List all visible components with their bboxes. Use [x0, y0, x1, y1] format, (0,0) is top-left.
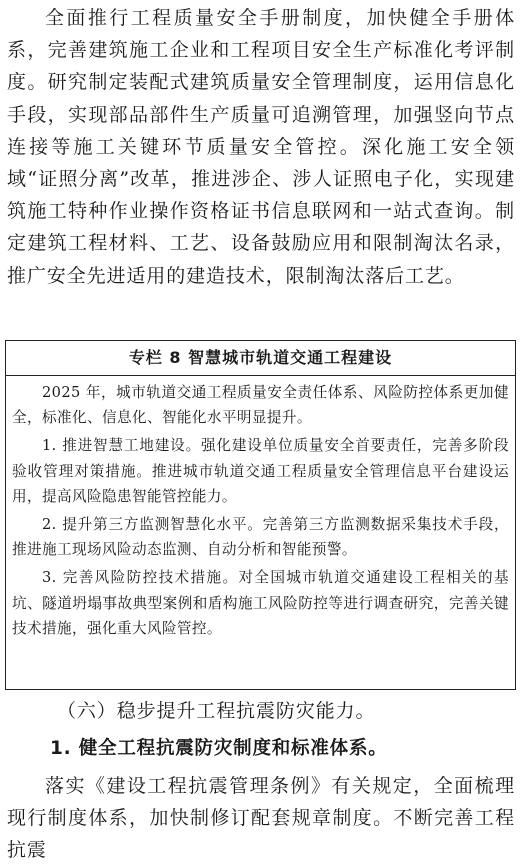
feature-box-intro: 2025 年，城市轨道交通工程质量安全责任体系、风险防控体系更加健全，标准化、信息化、智能化水平明显提升。: [12, 384, 509, 427]
feature-box-item-3: 3. 完善风险防控技术措施。对全国城市轨道交通建设工程相关的基坑、隧道坍塌事故典型案例和盾构施工风险防控等进行调查研究，完善关键技术措施，强化重大风险管控。: [12, 569, 509, 637]
feature-box-item-1: 1. 推进智慧工地建设。强化建设单位质量安全首要责任，完善多阶段验收管理对策措施。推进城市轨道交通工程质量安全管理信息平台建设运用，提高风险隐患智能管控能力。: [12, 437, 509, 505]
body-paragraph: 全面推行工程质量安全手册制度，加快健全手册体系，完善建筑施工企业和工程项目安全生产标准化考评制度。研究制定装配式建筑质量安全管理制度，运用信息化手段，实现部品部件生产质量可追溯管理，加强竖向节点连接等施工关键环节质量安全管控。深化施工安全领域“证照分离”改革，推进涉企、涉人证照电子化，实现建筑施工特种作业操作资格证书信息联网和一站式查询。制定建筑工程材料、工艺、设备鼓励应用和限制淘汰名录，推广安全先进适用的建造技术，限制淘汰落后工艺。: [7, 7, 515, 287]
feature-box-body: [6, 376, 515, 641]
subsection-heading: 1. 健全工程抗震防灾制度和标准体系。: [50, 738, 388, 759]
feature-box-title: 专栏 8 智慧城市轨道交通工程建设: [6, 341, 515, 376]
feature-box: [5, 340, 516, 690]
body-paragraph-continued: 落实《建设工程抗震管理条例》有关规定，全面梳理现行制度体系，加快制修订配套规章制度。不断完善工程抗震: [7, 775, 515, 862]
feature-box-item-2: 2. 提升第三方监测智慧化水平。完善第三方监测数据采集技术手段，推进施工现场风险动态监测、自动分析和智能预警。: [12, 516, 509, 559]
section-heading: （六）稳步提升工程抗震防灾能力。: [57, 700, 376, 722]
